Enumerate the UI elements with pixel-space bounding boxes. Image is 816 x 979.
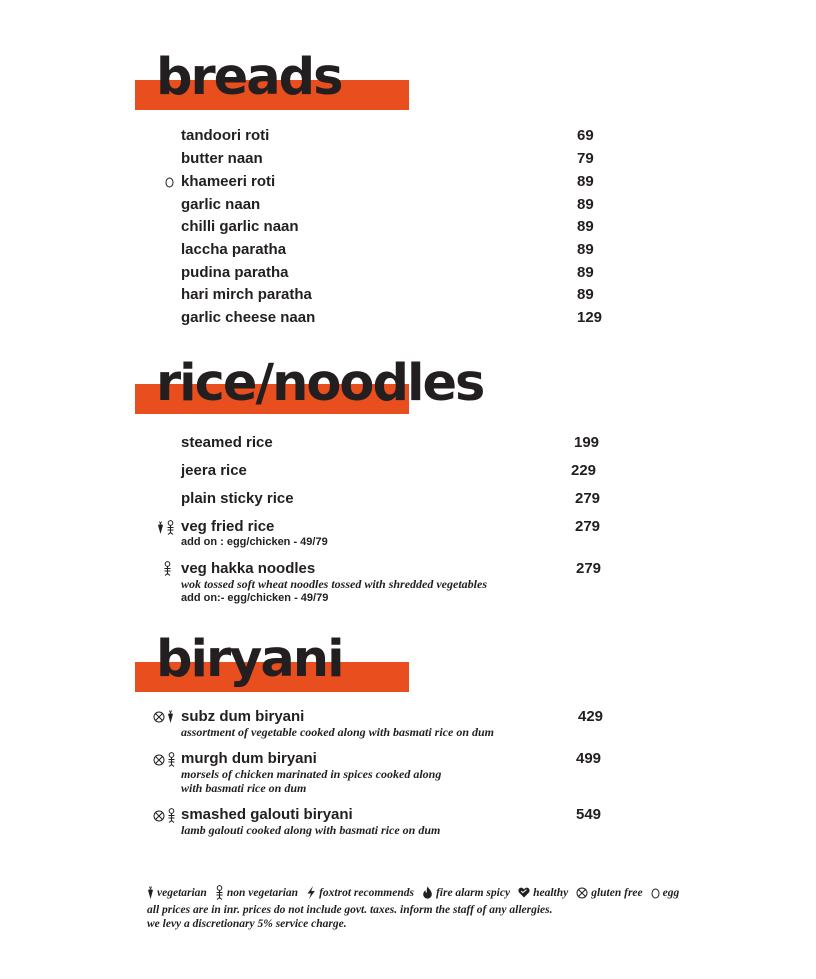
item-price: 89 — [577, 264, 594, 281]
legend-non-vegetarian — [215, 885, 298, 900]
item-name: khameeri roti — [181, 173, 276, 190]
item-price: 89 — [577, 286, 594, 303]
item-price: 199 — [574, 434, 600, 451]
section-heading: breads — [156, 48, 342, 107]
gluten-free-icon — [576, 887, 588, 899]
legend-label: vegetarian — [157, 886, 207, 899]
item-name: plain sticky rice — [181, 490, 294, 507]
heart-icon — [518, 887, 530, 898]
item-name: laccha paratha — [181, 241, 287, 258]
item-addon: add on : egg/chicken - 49/79 — [181, 536, 328, 548]
item-description: assortment of vegetable cooked along with basmati rice on dum — [181, 725, 494, 739]
item-name: veg fried rice — [181, 518, 275, 535]
item-price: 89 — [577, 241, 594, 258]
item-name: veg hakka noodles — [181, 560, 316, 577]
item-price: 279 — [575, 490, 601, 507]
non-vegetarian-icon — [167, 808, 176, 823]
item-name: subz dum biryani — [181, 708, 305, 725]
item-name: smashed galouti biryani — [181, 806, 353, 823]
footer-note-service: we levy a discretionary 5% service charge. — [147, 918, 347, 930]
item-description-line2: with basmati rice on dum — [181, 781, 307, 795]
gluten-free-icon — [153, 711, 165, 723]
legend-label: gluten free — [591, 886, 643, 899]
item-price: 429 — [578, 708, 604, 725]
item-price: 79 — [577, 150, 594, 167]
gluten-free-icon — [153, 810, 165, 822]
legend-label: non vegetarian — [226, 886, 299, 899]
item-price: 549 — [576, 806, 602, 823]
legend-vegetarian — [147, 886, 207, 900]
legend-egg — [651, 887, 680, 899]
item-description: lamb galouti cooked along with basmati rice on dum — [181, 823, 441, 837]
item-price: 69 — [577, 127, 594, 144]
item-price: 129 — [577, 309, 603, 326]
item-price: 279 — [576, 560, 602, 577]
section-heading: rice/noodles — [156, 354, 484, 413]
gluten-free-icon — [153, 754, 165, 766]
item-addon: add on:- egg/chicken - 49/79 — [181, 592, 329, 604]
item-name: garlic naan — [181, 196, 261, 213]
item-price: 89 — [577, 196, 594, 213]
legend-spicy — [422, 886, 510, 899]
vegetarian-icon — [167, 710, 174, 724]
non-vegetarian-icon — [163, 561, 172, 576]
item-price: 279 — [575, 518, 601, 535]
legend-healthy — [518, 887, 568, 899]
item-name: steamed rice — [181, 434, 273, 451]
item-description: wok tossed soft wheat noodles tossed with shredded vegetables — [181, 577, 487, 591]
non-vegetarian-icon — [215, 885, 224, 900]
item-name: pudina paratha — [181, 264, 289, 281]
egg-icon — [651, 887, 660, 899]
egg-icon — [165, 176, 174, 188]
item-name: murgh dum biryani — [181, 750, 317, 767]
item-description: morsels of chicken marinated in spices cooked along — [181, 767, 442, 781]
legend-label: healthy — [533, 886, 569, 899]
vegetarian-icon — [147, 886, 154, 900]
non-vegetarian-icon — [167, 752, 176, 767]
item-name: garlic cheese naan — [181, 309, 316, 326]
legend-label: foxtrot recommends — [319, 886, 414, 899]
legend-recommends — [306, 886, 414, 899]
legend-label: fire alarm spicy — [435, 886, 511, 899]
flame-icon — [422, 886, 433, 899]
item-name: chilli garlic naan — [181, 218, 299, 235]
item-name: tandoori roti — [181, 127, 270, 144]
legend-label: egg — [662, 886, 680, 899]
item-price: 229 — [571, 462, 597, 479]
section-heading: biryani — [156, 630, 343, 689]
vegetarian-icon — [157, 521, 164, 535]
item-name: butter naan — [181, 150, 263, 167]
item-price: 499 — [576, 750, 602, 767]
item-price: 89 — [577, 173, 594, 190]
item-name: hari mirch paratha — [181, 286, 312, 303]
legend-gluten-free — [576, 887, 642, 899]
footer-note: all prices are in inr. prices do not include govt. taxes. inform the staff of any allergies. — [147, 904, 553, 916]
lightning-icon — [306, 886, 316, 899]
item-price: 89 — [577, 218, 594, 235]
icon-legend — [147, 885, 687, 900]
item-name: jeera rice — [181, 462, 247, 479]
non-vegetarian-icon — [166, 520, 175, 535]
